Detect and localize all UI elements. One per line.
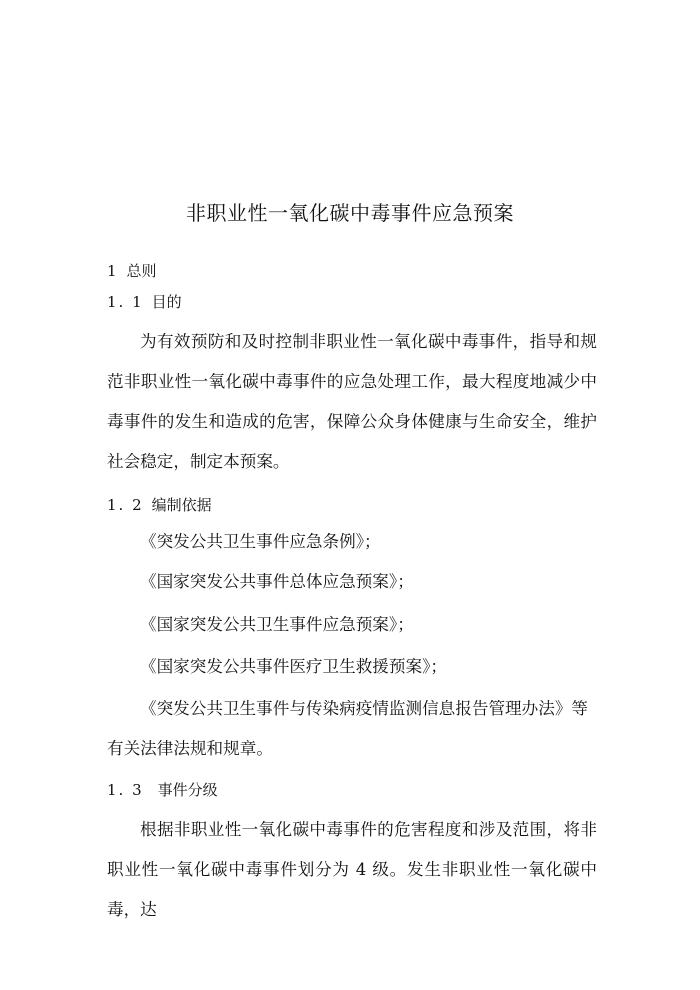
reference-item-last: 《突发公共卫生事件与传染病疫情监测信息报告管理办法》等有关法律法规和规章。 bbox=[107, 699, 589, 758]
document-title: 非职业性一氧化碳中毒事件应急预案 bbox=[186, 201, 514, 225]
section-number: 1 bbox=[107, 262, 119, 280]
reference-item: 《国家突发公共事件医疗卫生救援预案》； bbox=[140, 657, 447, 676]
section-title: 编制依据 bbox=[151, 496, 212, 514]
section-number: 1. 2 bbox=[107, 496, 144, 514]
section-title: 目的 bbox=[151, 293, 182, 311]
section-heading-grading bbox=[107, 778, 218, 802]
reference-item: 《国家突发公共事件总体应急预案》； bbox=[140, 572, 414, 591]
section-heading-basis bbox=[107, 493, 212, 517]
reference-item: 《突发公共卫生事件应急条例》； bbox=[140, 532, 381, 551]
purpose-paragraph: 为有效预防和及时控制非职业性一氧化碳中毒事件，指导和规范非职业性一氧化碳中毒事件的应急处理工作，最大程度地减少中毒事件的发生和造成的危害，保障公众身体健康与生命安全，维护社会稳定，制定本预案。 bbox=[107, 332, 597, 471]
section-heading-purpose bbox=[107, 290, 182, 314]
reference-item: 《国家突发公共卫生事件应急预案》； bbox=[140, 615, 414, 634]
section-heading-general bbox=[107, 259, 157, 283]
section-number: 1. 3 bbox=[107, 781, 144, 799]
section-title: 事件分级 bbox=[157, 781, 218, 799]
section-number: 1. 1 bbox=[107, 293, 144, 311]
grading-paragraph: 根据非职业性一氧化碳中毒事件的危害程度和涉及范围，将非职业性一氧化碳中毒事件划分为 4 级。发生非职业性一氧化碳中毒，达 bbox=[107, 820, 597, 919]
section-title: 总则 bbox=[126, 262, 157, 280]
